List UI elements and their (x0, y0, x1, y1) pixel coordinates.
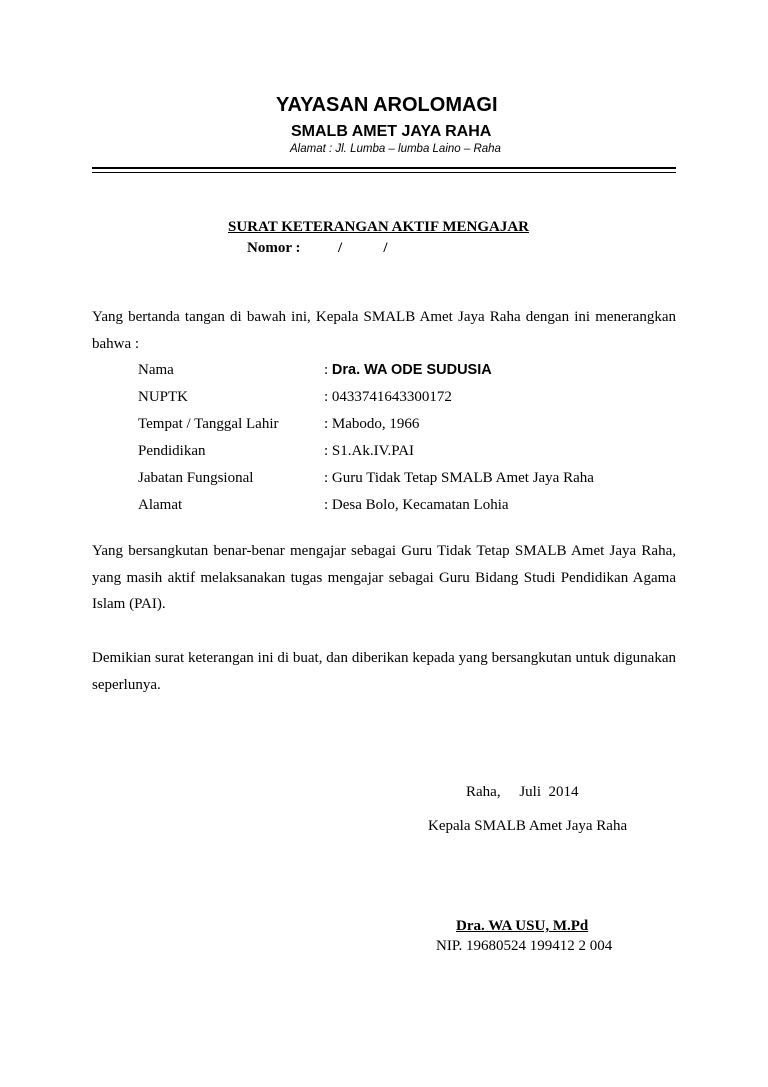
detail-value-name (324, 362, 678, 379)
signatory-name: Dra. WA USU, M.Pd (456, 918, 589, 934)
signatory-position: Kepala SMALB Amet Jaya Raha (428, 818, 628, 834)
school-name: SMALB AMET JAYA RAHA (291, 123, 492, 140)
detail-row-education (138, 438, 678, 465)
detail-label: NUPTK (138, 389, 189, 405)
detail-row-address (138, 492, 678, 519)
document-number: Nomor : / / (247, 240, 388, 256)
detail-row-name (138, 357, 678, 384)
closing-paragraph: Demikian surat keterangan ini di buat, dan diberikan kepada yang bersangkutan untuk digunakan seperlunya. (92, 650, 676, 693)
teacher-details (138, 357, 678, 519)
detail-value: : 0433741643300172 (324, 389, 452, 405)
organization-name: YAYASAN AROLOMAGI (276, 94, 498, 116)
detail-value: : Desa Bolo, Kecamatan Lohia (324, 497, 509, 513)
school-address: Alamat : Jl. Lumba – lumba Laino – Raha (290, 143, 501, 155)
letterhead-rule-thin (92, 172, 676, 173)
detail-row-position (138, 465, 678, 492)
signature-place-date: Raha, Juli 2014 (466, 784, 579, 800)
statement-paragraph: Yang bersangkutan benar-benar mengajar sebagai Guru Tidak Tetap SMALB Amet Jaya Raha, yang masih aktif melaksanakan tugas mengajar sebagai Guru Bidang Studi Pendidikan Agama Islam (PAI). (92, 543, 676, 612)
teacher-name: Dra. WA ODE SUDUSIA (331, 362, 492, 378)
detail-value: : Mabodo, 1966 (324, 416, 420, 432)
detail-value: : S1.Ak.IV.PAI (324, 443, 415, 459)
opening-paragraph: Yang bertanda tangan di bawah ini, Kepala SMALB Amet Jaya Raha dengan ini menerangkan bahwa : (92, 309, 676, 352)
detail-label: Alamat (138, 497, 183, 513)
signatory-nip: NIP. 19680524 199412 2 004 (436, 938, 613, 954)
letterhead-rule-thick (92, 167, 676, 169)
detail-label: Tempat / Tanggal Lahir (138, 416, 279, 432)
detail-row-birth (138, 411, 678, 438)
detail-row-nuptk (138, 384, 678, 411)
document-title: SURAT KETERANGAN AKTIF MENGAJAR (228, 219, 530, 235)
detail-label: Jabatan Fungsional (138, 470, 254, 486)
detail-label: Nama (138, 362, 174, 378)
detail-label: Pendidikan (138, 443, 206, 459)
detail-colon: : (324, 362, 332, 378)
detail-value: : Guru Tidak Tetap SMALB Amet Jaya Raha (324, 470, 594, 486)
